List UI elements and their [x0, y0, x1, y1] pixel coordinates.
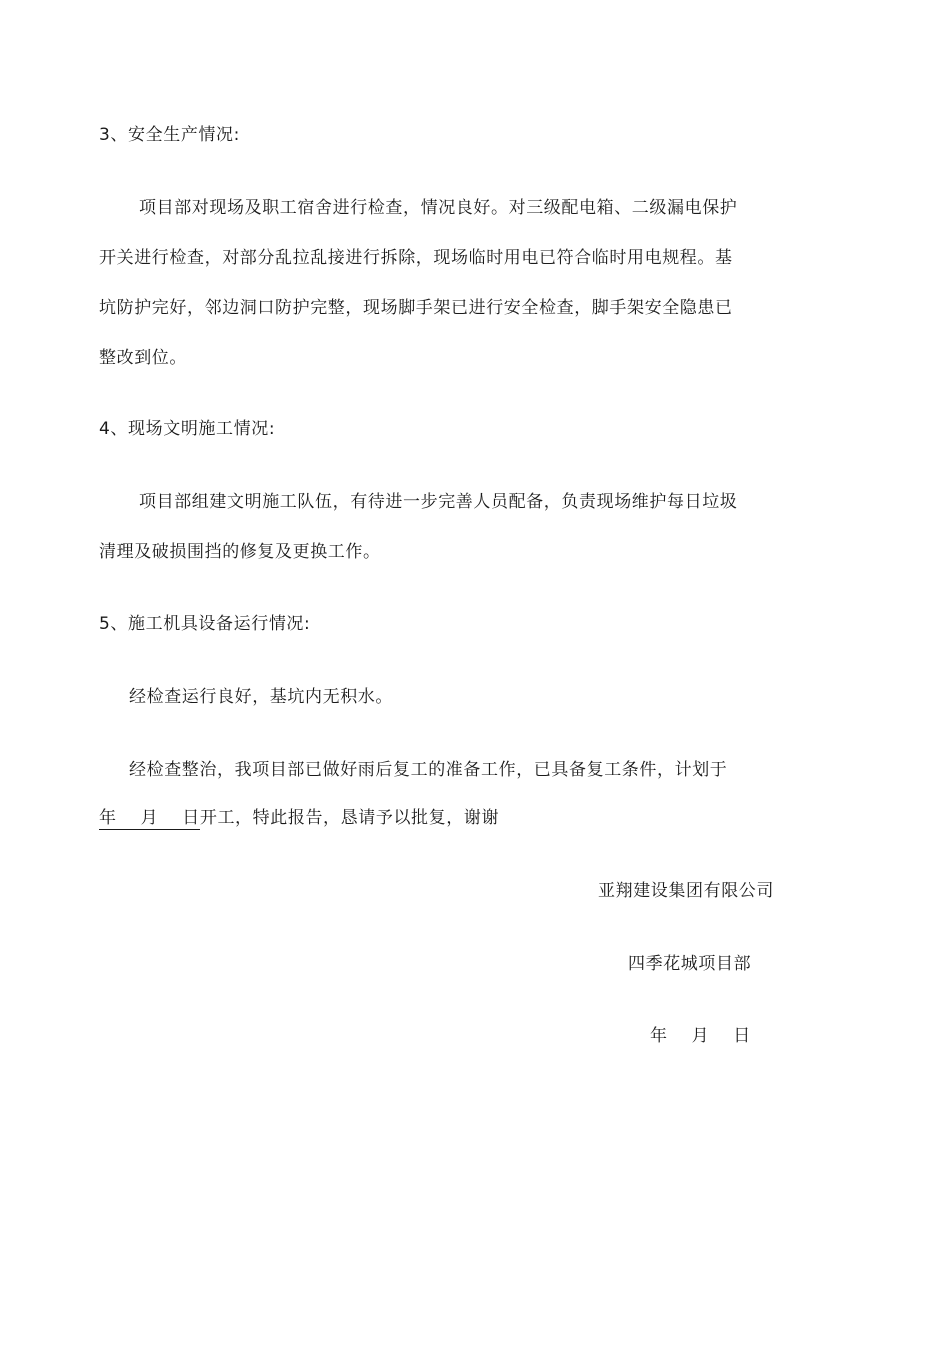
- signature-date: 年 月 日: [650, 1026, 751, 1046]
- section-3-line-1: 项目部对现场及职工宿舍进行检查，情况良好。对三级配电箱、二级漏电保护: [139, 198, 738, 218]
- conclusion-line-2: [99, 803, 499, 830]
- section-3-line-2: 开关进行检查，对部分乱拉乱接进行拆除，现场临时用电已符合临时用电规程。基: [99, 248, 733, 268]
- section-3-line-3: 坑防护完好，邻边洞口防护完整，现场脚手架已进行安全检查，脚手架安全隐患已: [99, 298, 733, 318]
- section-4-line-1: 项目部组建文明施工队伍，有待进一步完善人员配备，负责现场维护每日垃圾: [139, 492, 738, 512]
- date-blank: 年 月 日: [99, 803, 200, 830]
- signature-department: 四季花城项目部: [628, 954, 752, 974]
- signature-company: 亚翔建设集团有限公司: [598, 881, 774, 901]
- section-3-line-4: 整改到位。: [99, 348, 187, 368]
- section-4-heading: 4、现场文明施工情况:: [99, 419, 276, 439]
- section-5-line-1: 经检查运行良好，基坑内无积水。: [129, 687, 393, 707]
- section-4-line-2: 清理及破损围挡的修复及更换工作。: [99, 542, 381, 562]
- section-3-heading: 3、安全生产情况:: [99, 125, 240, 145]
- conclusion-line-2-text: 开工，特此报告，恳请予以批复，谢谢: [199, 808, 500, 828]
- section-5-heading: 5、施工机具设备运行情况:: [99, 614, 311, 634]
- conclusion-line-1: 经检查整治，我项目部已做好雨后复工的准备工作，已具备复工条件，计划于: [129, 760, 728, 780]
